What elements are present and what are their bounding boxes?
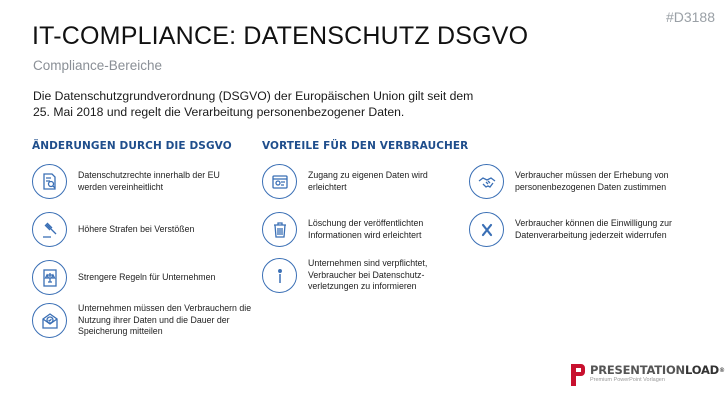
logo-text: PRESENTATIONLOAD® [590, 363, 725, 377]
item-text: Datenschutzrechte innerhalb der EU werden vereinheitlicht [78, 169, 220, 192]
list-item [32, 260, 247, 295]
item-text: Zugang zu eigenen Daten wird erleichtert [308, 169, 428, 192]
logo-mark-icon [571, 364, 585, 386]
list-item [262, 164, 452, 199]
slide-id: #D3188 [665, 9, 715, 25]
list-item [469, 164, 679, 199]
document-search-icon [32, 164, 67, 199]
revoke-icon [469, 212, 504, 247]
intro-text: Die Datenschutzgrundverordnung (DSGVO) der Europäischen Union gilt seit dem 25. Mai 2018 und regelt die Verarbeitung personenbezogener Daten. [33, 89, 474, 119]
item-text: Verbraucher können die Einwilligung zur Datenverarbeitung jederzeit widerrufen [515, 217, 672, 240]
item-text: Höhere Strafen bei Verstößen [78, 223, 195, 234]
list-item [32, 164, 247, 199]
middle-column-heading: VORTEILE FÜR DEN VERBRAUCHER [262, 140, 469, 152]
logo-tagline: Premium PowerPoint Vorlagen [590, 377, 665, 383]
list-item [32, 212, 247, 247]
list-item [262, 212, 457, 247]
item-text: Unternehmen sind verpflichtet, Verbraucher bei Datenschutz-verletzungen zu informieren [308, 258, 428, 292]
item-text: Löschung der veröffentlichten Informationen wird erleichtert [308, 217, 424, 240]
data-access-icon [262, 164, 297, 199]
trash-icon [262, 212, 297, 247]
item-text: Verbraucher müssen der Erhebung von personenbezogenen Daten zustimmen [515, 169, 669, 192]
page-subtitle: Compliance-Bereiche [33, 58, 163, 73]
left-column-heading: ÄNDERUNGEN DURCH DIE DSGVO [32, 140, 232, 152]
handshake-icon [469, 164, 504, 199]
item-text: Strengere Regeln für Unternehmen [78, 271, 216, 282]
list-item [32, 303, 254, 338]
law-book-icon [32, 260, 67, 295]
gavel-icon [32, 212, 67, 247]
item-text: Unternehmen müssen den Verbrauchern die Nutzung ihrer Daten und die Dauer der Speicherung mitteilen [78, 303, 252, 337]
certificate-check-icon [32, 303, 67, 338]
list-item [262, 258, 457, 293]
presentationload-logo [571, 364, 725, 386]
list-item [469, 212, 679, 247]
page-title: IT-COMPLIANCE: DATENSCHUTZ DSGVO [32, 22, 529, 50]
info-icon [262, 258, 297, 293]
